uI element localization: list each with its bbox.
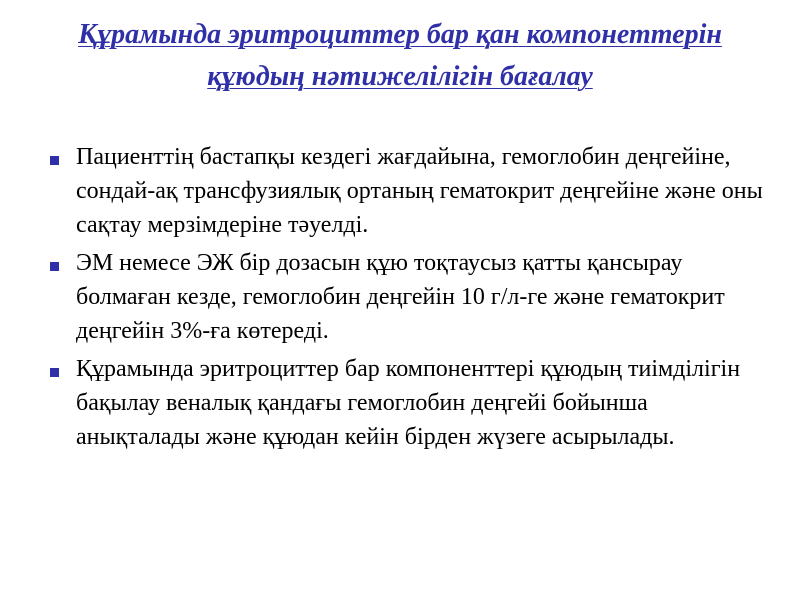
square-bullet-icon — [50, 262, 59, 271]
square-bullet-icon — [50, 368, 59, 377]
bullet-list — [30, 140, 770, 458]
bullet-text: Пациенттің бастапқы кездегі жағдайына, гемоглобин деңгейіне, сондай-ақ трансфузиялық ортаның гематокрит деңгейіне және оны сақтау мерзімдеріне тәуелді. — [76, 144, 763, 238]
bullet-text: Құрамында эритроциттер бар компоненттері құюдың тиімділігін бақылау веналық қандағы гемоглобин деңгейі бойынша анықталады және құюдан кейін бірден жүзеге асырылады. — [76, 356, 741, 450]
slide-title: Құрамында эритроциттер бар қан компонеттерін құюдың нәтижелілігін бағалау — [78, 19, 722, 92]
bullet-text: ЭМ немесе ЭЖ бір дозасын құю тоқтаусыз қатты қансырау болмаған кезде, гемоглобин деңгейін 10 г/л-ге және гематокрит деңгейін 3%-ға көтереді. — [76, 250, 725, 344]
bullet-item — [30, 246, 770, 348]
bullet-item — [30, 352, 770, 454]
bullet-item — [30, 140, 770, 242]
square-bullet-icon — [50, 156, 59, 165]
